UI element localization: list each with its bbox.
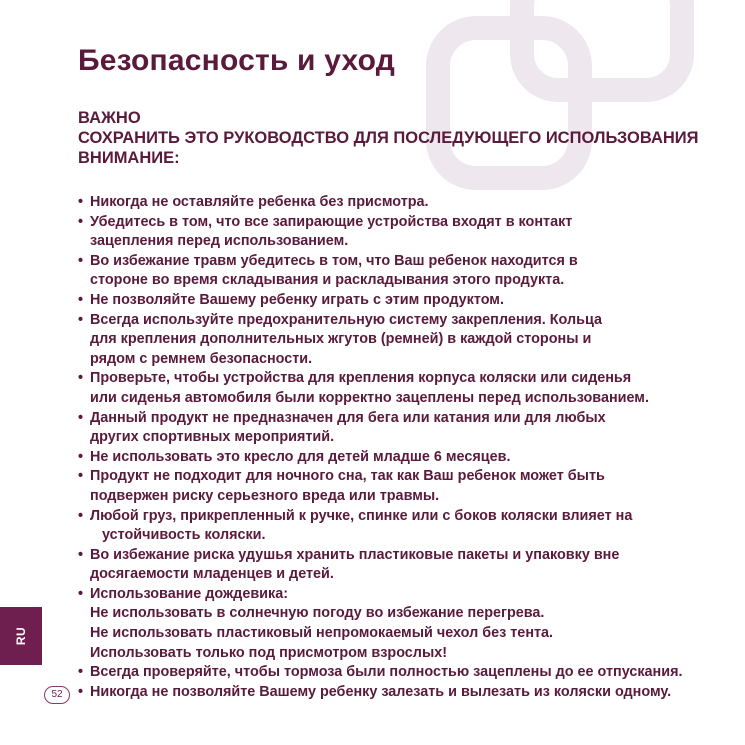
- item-line: Никогда не позволяйте Вашему ребенку залезать и вылезать из коляски одному.: [90, 683, 672, 700]
- item-text: [90, 507, 632, 546]
- item-line: Всегда проверяйте, чтобы тормоза были полностью зацеплены до ее отпускания.: [90, 664, 683, 681]
- heading-attention: ВНИМАНИЕ:: [78, 149, 180, 167]
- bullet-glyph: •: [78, 664, 84, 681]
- item-text: [90, 448, 510, 468]
- item-line: Не позволяйте Вашему ребенку играть с этим продуктом.: [90, 291, 504, 308]
- list-item: [78, 507, 698, 546]
- item-text: [90, 213, 572, 252]
- item-text: [90, 663, 683, 683]
- item-line: зацепления перед использованием.: [90, 233, 349, 250]
- item-line: Убедитесь в том, что все запирающие устройства входят в контакт: [90, 213, 573, 230]
- item-line: Любой груз, прикрепленный к ручке, спинке или с боков коляски влияет на: [90, 507, 633, 524]
- bullet-glyph: •: [78, 252, 84, 269]
- bullet-glyph: •: [78, 585, 84, 602]
- item-line: досягаемости младенцев и детей.: [90, 566, 334, 583]
- list-item: [78, 683, 698, 703]
- item-line: других спортивных мероприятий.: [90, 429, 335, 446]
- list-item: [78, 291, 698, 311]
- item-line: Никогда не оставляйте ребенка без присмотра.: [90, 194, 429, 210]
- item-text: [90, 291, 504, 311]
- item-text: [90, 369, 649, 408]
- item-line: Не использовать в солнечную погоду во избежание перегрева.: [90, 605, 545, 622]
- list-item: [78, 467, 698, 506]
- item-text: [90, 467, 605, 506]
- decorative-rings: [0, 0, 745, 200]
- item-line: рядом с ремнем безопасности.: [90, 350, 313, 367]
- item-line: Использовать только под присмотром взрослых!: [90, 644, 448, 661]
- bullet-glyph: •: [78, 291, 84, 308]
- language-tab: [0, 607, 42, 665]
- bullet-glyph: •: [78, 507, 84, 524]
- item-line: Продукт не подходит для ночного сна, так как Ваш ребенок может быть: [90, 468, 605, 485]
- item-line: или сиденья автомобиля были корректно зацеплены перед использованием.: [90, 389, 649, 406]
- item-text: [90, 546, 619, 585]
- list-item: [78, 252, 698, 291]
- item-line: Использование дождевика:: [90, 585, 289, 602]
- list-item: [78, 213, 698, 252]
- list-item: [78, 448, 698, 468]
- item-text: [90, 311, 602, 370]
- item-line: стороне во время складывания и раскладывания этого продукта.: [90, 272, 565, 289]
- page-number: 52: [44, 686, 70, 704]
- bullet-glyph: •: [78, 546, 84, 563]
- item-line: Не использовать пластиковый непромокаемый чехол без тента.: [90, 625, 554, 642]
- item-text: [90, 683, 671, 703]
- item-line: Во избежание травм убедитесь в том, что Ваш ребенок находится в: [90, 252, 578, 269]
- bullet-glyph: •: [78, 311, 84, 328]
- bullet-glyph: •: [78, 468, 84, 485]
- warning-headings: [78, 108, 718, 168]
- list-item: [78, 193, 698, 213]
- list-item: [78, 369, 698, 408]
- bullet-glyph: •: [78, 683, 84, 700]
- item-line: Во избежание риска удушья хранить пластиковые пакеты и упаковку вне: [90, 546, 620, 563]
- list-item: [78, 311, 698, 370]
- item-line: подвержен риску серьезного вреда или травмы.: [90, 487, 440, 504]
- bullet-glyph: •: [78, 409, 84, 426]
- list-item: [78, 585, 698, 663]
- item-line: Не использовать это кресло для детей младше 6 месяцев.: [90, 448, 511, 465]
- item-text: [90, 585, 553, 663]
- item-text: [90, 409, 606, 448]
- bullet-glyph: •: [78, 370, 84, 387]
- heading-keep-manual: СОХРАНИТЬ ЭТО РУКОВОДСТВО ДЛЯ ПОСЛЕДУЮЩЕГО ИСПОЛЬЗОВАНИЯ: [78, 129, 699, 147]
- item-text: [90, 252, 578, 291]
- page-title: Безопасность и уход: [78, 44, 395, 77]
- bullet-glyph: •: [78, 448, 84, 465]
- bullet-glyph: •: [78, 194, 84, 210]
- safety-list: [78, 193, 698, 702]
- item-line: Всегда используйте предохранительную систему закрепления. Кольца: [90, 311, 602, 328]
- ring-right: [522, 0, 682, 90]
- item-line: для крепления дополнительных жгутов (ремней) в каждой стороны и: [90, 331, 592, 348]
- language-label: RU: [14, 626, 28, 646]
- bullet-glyph: •: [78, 213, 84, 230]
- list-item: [78, 409, 698, 448]
- heading-important: ВАЖНО: [78, 109, 141, 127]
- item-line: устойчивость коляски.: [102, 527, 266, 544]
- list-item: [78, 546, 698, 585]
- item-line: Данный продукт не предназначен для бега или катания или для любых: [90, 409, 606, 426]
- list-item: [78, 663, 698, 683]
- item-line: Проверьте, чтобы устройства для крепления корпуса коляски или сиденья: [90, 370, 632, 387]
- item-text: [90, 193, 429, 213]
